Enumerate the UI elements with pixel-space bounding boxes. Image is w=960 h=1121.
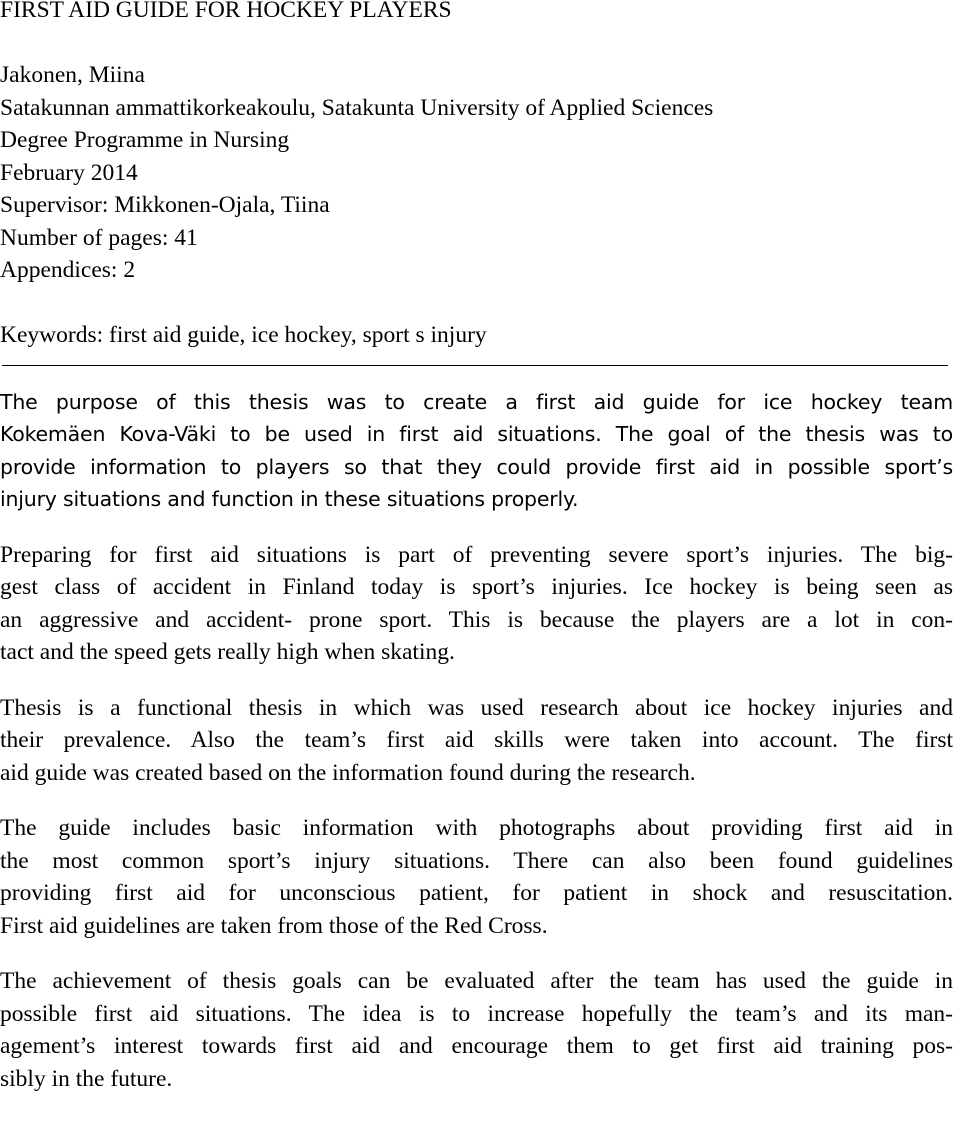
- author-line: Jakonen, Miina: [0, 62, 145, 88]
- keywords-line: Keywords: first aid guide, ice hockey, sport s injury: [0, 322, 487, 348]
- pages-line: Number of pages: 41: [0, 224, 198, 251]
- paragraph-line: possible first aid situations. The idea is to increase hopefully the team’s and its man-: [0, 1000, 953, 1027]
- paragraph-line: agement’s interest towards first aid and encourage them to get first aid training pos-: [0, 1033, 953, 1059]
- paragraph-line: aid guide was created based on the information found during the research.: [0, 759, 696, 786]
- paragraph-line: Kokemäen Kova-Väki to be used in first aid situations. The goal of the thesis was to: [0, 422, 953, 446]
- thesis-metadata: [0, 59, 960, 287]
- paragraph-line: gest class of accident in Finland today is sport’s injuries. Ice hockey is being seen as: [0, 574, 953, 600]
- abstract-paragraph-3: [0, 692, 953, 790]
- paragraph-line: tact and the speed gets really high when skating.: [0, 639, 455, 665]
- paragraph-line: an aggressive and accident- prone sport. This is because the players are a lot in con-: [0, 606, 953, 633]
- separator-rule: [2, 352, 948, 366]
- paragraph-line: providing first aid for unconscious patient, for patient in shock and resuscitation.: [0, 880, 953, 906]
- paragraph-line: the most common sport’s injury situations. There can also been found guidelines: [0, 847, 953, 874]
- paragraph-gap: [0, 942, 960, 965]
- abstract-paragraph-2: [0, 539, 953, 669]
- paragraph-line: sibly in the future.: [0, 1065, 173, 1092]
- document-title: FIRST AID GUIDE FOR HOCKEY PLAYERS: [0, 0, 452, 23]
- supervisor-line: Supervisor: Mikkonen-Ojala, Tiina: [0, 192, 330, 218]
- paragraph-line: The purpose of this thesis was to create a first aid guide for ice hockey team: [0, 389, 953, 414]
- paragraph-line: Preparing for first aid situations is part of preventing severe sport’s injuries. The big-: [0, 541, 953, 568]
- date-line: February 2014: [0, 159, 138, 186]
- institution-line: Satakunnan ammattikorkeakoulu, Satakunta University of Applied Sciences: [0, 94, 714, 121]
- appendices-line: Appendices: 2: [0, 257, 136, 283]
- paragraph-line: The achievement of thesis goals can be evaluated after the team has used the guide in: [0, 968, 953, 994]
- paragraph-line: provide information to players so that they could provide first aid in possible sport’s: [0, 454, 953, 479]
- abstract-paragraph-5: [0, 965, 953, 1095]
- spacer: [0, 287, 960, 320]
- abstract-paragraph-1: [0, 386, 953, 516]
- paragraph-line: The guide includes basic information with photographs about providing first aid in: [0, 815, 953, 841]
- paragraph-line: injury situations and function in these situations properly.: [0, 487, 579, 511]
- abstract-paragraph-4: [0, 812, 953, 942]
- paragraph-gap: [0, 516, 960, 539]
- paragraph-gap: [0, 789, 960, 812]
- programme-line: Degree Programme in Nursing: [0, 127, 290, 153]
- paragraph-gap: [0, 669, 960, 692]
- paragraph-line: First aid guidelines are taken from those of the Red Cross.: [0, 912, 548, 939]
- paragraph-line: their prevalence. Also the team’s first aid skills were taken into account. The first: [0, 727, 953, 753]
- paragraph-line: Thesis is a functional thesis in which was used research about ice hockey injuries and: [0, 694, 953, 721]
